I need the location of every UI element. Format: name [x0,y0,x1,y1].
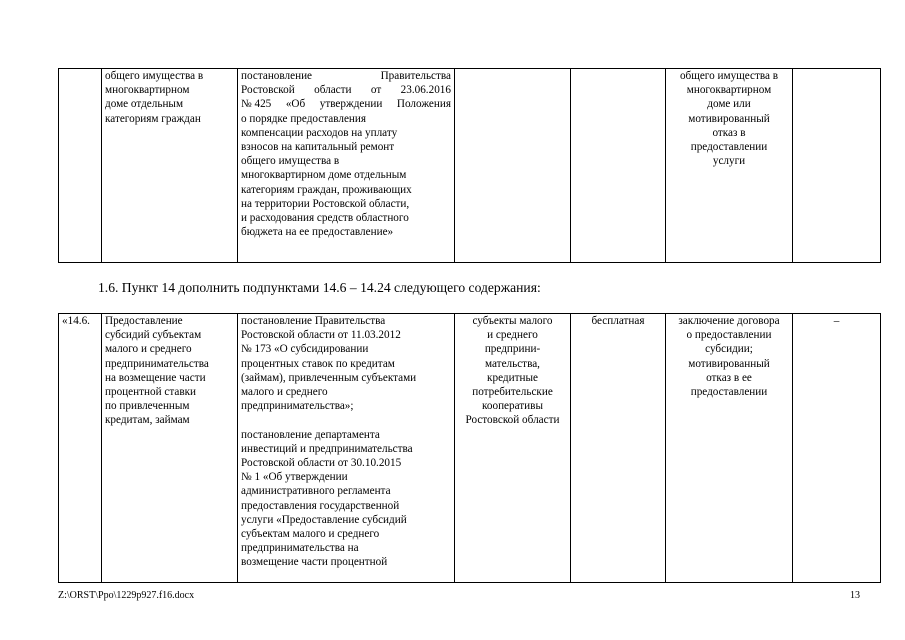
word: «Об [285,98,306,111]
text-line: бюджета на ее предоставление» [241,226,394,239]
word: от [370,84,382,97]
table-row [59,69,881,263]
text-line: доме или [707,98,751,111]
text-line: на возмещение части [105,371,206,384]
text-line: инвестиций и предпринимательства [241,442,413,455]
text-line: заключение договора [678,315,780,327]
cell-cost [571,69,666,263]
justified-line [241,69,451,83]
text-line: предпринимательства на [241,542,359,555]
text-line: категориям граждан, проживающих [241,183,412,196]
text-line: предоставлении [690,386,768,399]
text-line: общего имущества в [105,70,204,82]
word: 23.06.2016 [400,84,451,97]
cell-service-name [102,314,238,583]
word: Правительства [380,70,451,82]
cell-service-name [102,69,238,263]
cell-extra [793,69,881,263]
text-line: возмещение части процентной [241,556,388,569]
text-line: предприни- [484,343,541,356]
text-line: субъектам малого и среднего [241,528,380,541]
footer-page-number: 13 [850,590,860,601]
text-line: многоквартирном доме отдельным [241,169,407,182]
text-line: предоставлении [690,141,768,154]
text-line: взносов на капитальный ремонт [241,141,395,154]
text-line: (займам), привлеченным субъектами [241,371,417,384]
cell-recipients [455,69,571,263]
cell-result [666,314,793,583]
text-line: кооперативы [482,400,543,413]
cell-legal-act [238,314,455,583]
text-line: процентных ставок по кредитам [241,357,395,370]
text-line: услуги «Предоставление субсидий [241,513,407,526]
text-line: Ростовской области от 30.10.2015 [241,457,402,470]
text-line: субъекты малого [472,315,553,327]
cell-number [59,69,102,263]
text-line: постановление Правительства [241,315,386,327]
text-line: мотивированный [688,112,770,125]
text-line: мательства, [485,357,540,370]
text-line: кредитам, займам [105,414,190,427]
text-line: малого и среднего [105,343,192,356]
text-line: кредитные [487,371,538,384]
text-line: о порядке предоставления [241,112,367,125]
text-line: и расходования средств областного [241,212,409,225]
table-fragment-top [58,68,881,263]
text-line: постановление департамента [241,428,380,441]
table-fragment-bottom [58,313,881,583]
text-line: общего имущества в [241,155,340,168]
text-line: предоставления государственной [241,499,400,512]
table-row [59,314,881,583]
justified-line [241,97,451,111]
text-line: процентной ставки [105,386,197,399]
text-line: многоквартирном [686,84,772,97]
justified-line [241,83,451,97]
word: Ростовской [241,84,295,97]
text-line: Ростовской области [465,414,560,427]
text-line: Ростовской области от 11.03.2012 [241,329,401,342]
text-line: отказ в [712,126,746,139]
text-line: общего имущества в [679,70,779,82]
word: постановление [241,70,313,82]
word: области [314,84,352,97]
text-line: предпринимательства»; [241,400,354,413]
text-line: административного регламента [241,485,391,498]
text-line: по привлеченным [105,400,190,413]
cell-legal-act [238,69,455,263]
text-line: потребительские [472,386,553,399]
text-line: Предоставление [105,315,183,327]
word: № 425 [241,98,272,111]
text-line: категориям граждан [105,112,201,125]
text-line: на территории Ростовской области, [241,197,410,210]
cell-recipients [455,314,571,583]
text-line: о предоставлении [686,329,772,342]
text-line: и среднего [487,329,538,342]
text-line: № 1 «Об утверждении [241,471,348,484]
word: Положения [396,98,451,111]
text-line: компенсации расходов на уплату [241,126,398,139]
footer-file-path: Z:\ORST\Ppo\1229p927.f16.docx [58,590,195,601]
text-line: предпринимательства [105,357,209,370]
text-line: № 173 «О субсидировании [241,343,369,356]
word: утверждении [319,98,383,111]
text-line: субсидий субъектам [105,329,202,342]
text-line: субсидии; [705,343,753,356]
text-line: многоквартирном [105,84,190,97]
cell-cost: бесплатная [571,314,666,583]
paragraph-gap [241,413,451,427]
amendment-paragraph: 1.6. Пункт 14 дополнить подпунктами 14.6 – 14.24 следующего содержания: [98,280,541,295]
text-line: мотивированный [688,357,770,370]
text-line: отказ в ее [706,371,752,384]
cell-number: «14.6. [59,314,102,583]
text-line: доме отдельным [105,98,184,111]
text-line: услуги [712,155,746,168]
text-line: малого и среднего [241,386,328,399]
cell-extra: – [793,314,881,583]
cell-result [666,69,793,263]
